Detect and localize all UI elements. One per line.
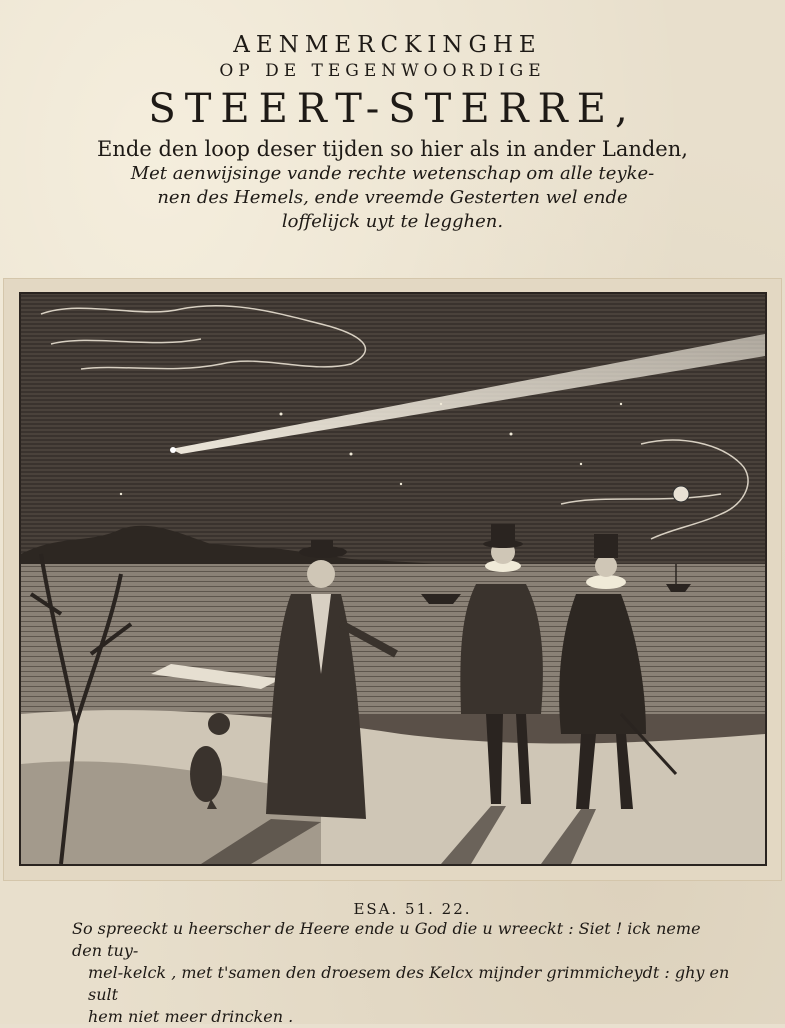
engraving-illustration [21,294,765,864]
verse-block [0,900,785,1028]
subtitle-line-1: Ende den loop deser tijden so hier als in ander Landen, [97,137,688,161]
comet-head [170,447,176,453]
title-main: STEERT-STERRE, [148,86,637,132]
verse-reference: ESA. 51. 22. [353,900,472,918]
subtitle-line-2: Met aenwijsinge vande rechte wetenschap om alle teyke- [130,163,655,184]
river [21,564,765,714]
title-line-1: AENMERCKINGHE [233,32,542,58]
title-line-2: OP DE TEGENWOORDIGE [219,61,546,81]
subtitle-line-3: nen des Hemels, ende vreemde Gesterten wel ende [157,187,628,208]
verse-line-3: hem niet meer drincken . [88,1007,294,1026]
verse-line-1: So spreeckt u heerscher de Heere ende u God die u wreeckt : Siet ! ick neme den tuy- [72,919,701,960]
engraving-plate [19,292,767,866]
verse-line-2: mel-kelck , met t'samen den droesem des Kelcx mijnder grimmicheydt : ghy en sult [88,963,730,1004]
subtitle-line-4: loffelijck uyt te legghen. [281,211,504,232]
moon [673,486,689,502]
title-block [0,30,785,234]
